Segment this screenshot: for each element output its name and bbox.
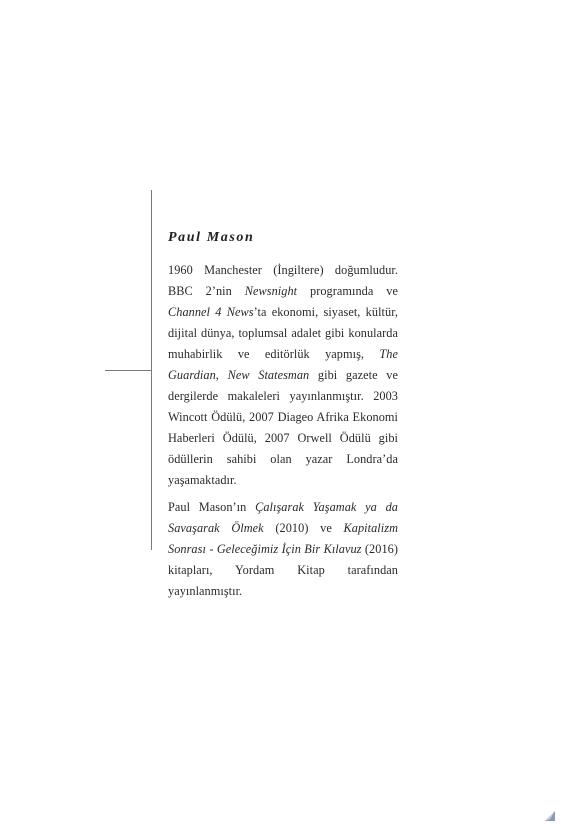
author-name: Paul Mason xyxy=(168,230,255,245)
program-title: Newsnight xyxy=(244,284,298,298)
page-curl-icon xyxy=(543,810,557,822)
horizontal-divider xyxy=(105,370,151,371)
publication-title: New Statesman xyxy=(227,368,310,382)
bio-text: 1960 Manchester (İngiltere) doğumludur. BBC 2’nin xyxy=(168,263,398,298)
bio-text: gibi gazete ve dergilerde makaleleri yayınlanmıştır. 2003 Wincott Ödülü, 2007 Diageo Afrika Ekonomi Haberleri Ödülü, 2007 Orwell Ödülü gibi ödüllerin sahibi olan yazar Londra’da yaşamaktadır. xyxy=(168,368,399,487)
vertical-divider xyxy=(151,190,152,550)
publication-title: The Guardian xyxy=(168,347,398,382)
bio-text: , xyxy=(215,368,228,382)
author-bio xyxy=(168,226,398,608)
bio-text: ’ta ekonomi, siyaset, kültür, dijital dünya, toplumsal adalet gibi konularda muhabirlik ve editörlük yapmış, xyxy=(168,305,398,361)
book-title: Çalışarak Yaşamak ya da Savaşarak Ölmek xyxy=(168,500,398,535)
bio-paragraph-1 xyxy=(168,260,398,491)
book-title: Kapitalizm Sonrası - Geleceğimiz İçin Bir Kılavuz xyxy=(168,521,398,556)
bio-text: (2016) kitapları, Yordam Kitap tarafından yayınlanmıştır. xyxy=(168,542,398,598)
bio-text: Paul Mason’ın xyxy=(168,500,256,514)
bio-text: (2010) ve xyxy=(263,521,344,535)
program-title: Channel 4 News xyxy=(168,305,254,319)
bio-text: programında ve xyxy=(297,284,398,298)
bio-paragraph-2 xyxy=(168,497,398,602)
